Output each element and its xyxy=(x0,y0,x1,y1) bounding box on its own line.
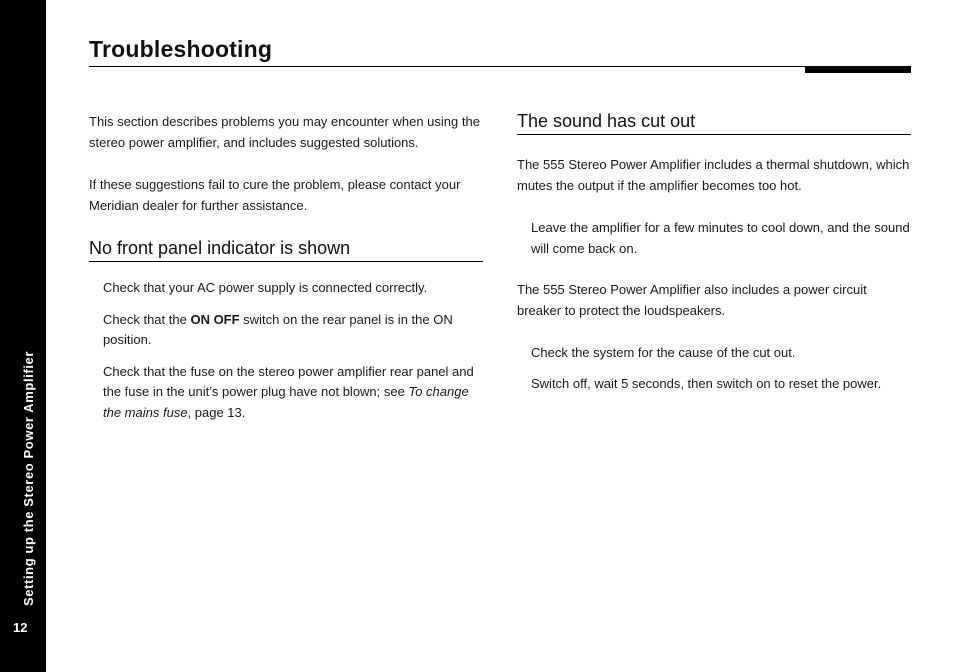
info-paragraph: The 555 Stereo Power Amplifier includes a thermal shutdown, which mutes the output if the amplifier becomes too hot. xyxy=(517,157,910,193)
info-paragraph: The 555 Stereo Power Amplifier also includes a power circuit breaker to protect the loudspeakers. xyxy=(517,282,867,318)
switch-name: ON OFF xyxy=(190,311,240,327)
page-title: Troubleshooting xyxy=(89,36,273,62)
cross-reference-link[interactable]: To change the mains fuse xyxy=(103,384,469,420)
list-item: Leave the amplifier for a few minutes to cool down, and the sound will come back on. xyxy=(531,220,910,256)
title-rule xyxy=(89,66,911,67)
list-item-text: Check that the fuse on the stereo power amplifier rear panel and the fuse in the unit’s power plug have not blown; see xyxy=(103,363,474,399)
sidebar-section-title: Setting up the Stereo Power Amplifier xyxy=(21,350,36,606)
page-number: 12 xyxy=(13,620,28,635)
list-item: Switch off, wait 5 seconds, then switch on to reset the power. xyxy=(531,375,882,391)
list-item xyxy=(89,310,483,351)
list-item: Check that your AC power supply is connected correctly. xyxy=(103,280,428,295)
intro-paragraph-contact: If these suggestions fail to cure the problem, please contact your Meridian dealer for further assistance. xyxy=(89,177,461,213)
intro-paragraph: This section describes problems you may encounter when using the stereo power amplifier, and includes suggested solutions. xyxy=(89,114,480,150)
list-item xyxy=(89,362,483,424)
list-item-text: , page 13. xyxy=(187,404,246,420)
list-item: Check the system for the cause of the cut out. xyxy=(531,345,796,360)
list-item-text: Check that the xyxy=(103,311,191,327)
right-column xyxy=(517,110,911,394)
left-column xyxy=(89,112,483,423)
sidebar xyxy=(0,0,46,672)
title-rule-tab xyxy=(805,66,911,73)
section-heading-sound-cut-out: The sound has cut out xyxy=(517,110,911,135)
list-item-text: switch on the rear panel is in the ON position. xyxy=(103,311,453,347)
section-heading-no-indicator: No front panel indicator is shown xyxy=(89,237,483,262)
